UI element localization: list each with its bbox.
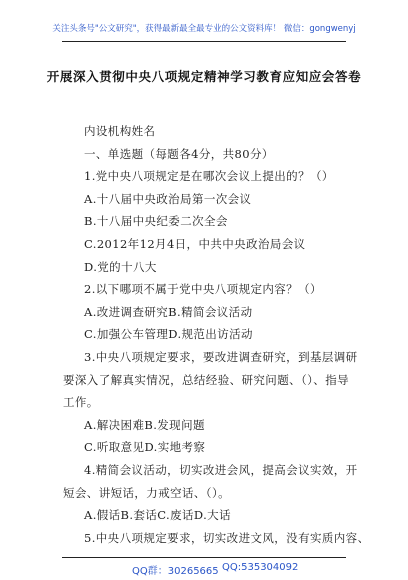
text-line: 1.党中央八项规定是在哪次会议上提出的？（） xyxy=(84,169,334,184)
footer-qq-group: QQ群：30265665 xyxy=(132,566,219,577)
text-line: 内设机构姓名 xyxy=(84,124,156,138)
footer-rule xyxy=(62,557,346,558)
text-line: 一、单选题（每题各4分，共80分） xyxy=(84,146,274,161)
text-line: 4.精简会议活动，切实改进会风，提高会议实效，开 xyxy=(84,463,358,477)
footer-qq-number: QQ:535304092 xyxy=(222,562,299,573)
text-line: D.党的十八大 xyxy=(84,259,157,274)
document-title: 开展深入贯彻中央八项规定精神学习教育应知应会答卷 xyxy=(46,69,362,84)
text-line: 短会、讲短话，力戒空话、（）。 xyxy=(63,485,230,500)
text-line: 5.中央八项规定要求，切实改进文风，没有实质内容、 xyxy=(84,530,370,545)
text-line: C.2012年12月4日，中共中央政治局会议 xyxy=(84,237,306,251)
text-line: A.十八届中央政治局第一次会议 xyxy=(84,191,252,206)
text-line: 2.以下哪项不属于党中央八项规定内容？（） xyxy=(84,282,322,297)
text-line: A.解决困难B.发现问题 xyxy=(84,417,205,432)
text-line: 要深入了解真实情况，总结经验、研究问题、（）、指导 xyxy=(63,372,349,387)
header-rule xyxy=(62,41,346,42)
text-line: 3.中央八项规定要求，要改进调查研究，到基层调研 xyxy=(84,350,358,364)
text-line: B.十八届中央纪委二次全会 xyxy=(84,214,228,229)
text-line: C.加强公车管理D.规范出访活动 xyxy=(84,327,253,342)
text-line: A.改进调查研究B.精简会议活动 xyxy=(84,304,253,319)
text-line: C.听取意见D.实地考察 xyxy=(84,440,206,455)
text-line: A.假话B.套话C.废话D.大话 xyxy=(84,508,231,523)
text-line: 工作。 xyxy=(63,395,99,410)
header-banner: 关注头条号"公文研究"，获得最新最全最专业的公文资料库！ 微信：gongwenyj xyxy=(52,24,356,34)
